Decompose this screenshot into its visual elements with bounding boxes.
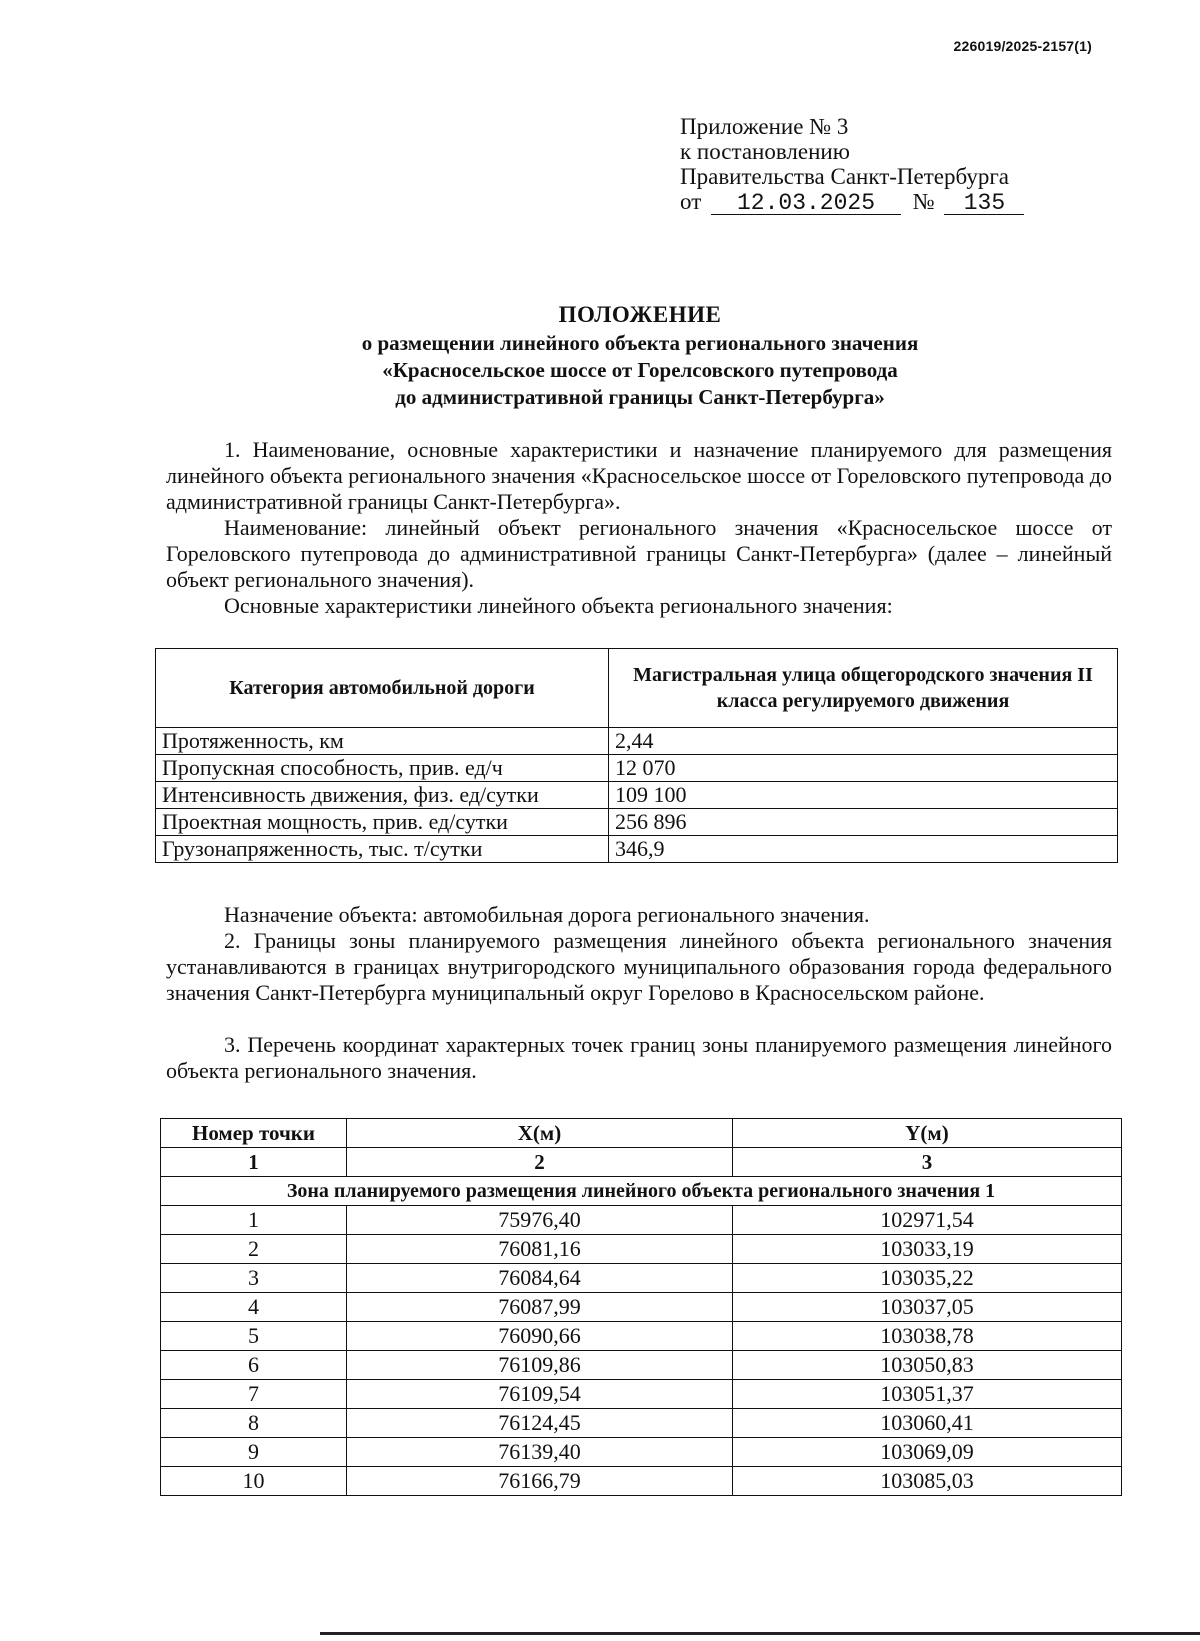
appendix-authority: Правительства Санкт-Петербурга — [680, 164, 1009, 189]
row-name: Протяженность, км — [156, 728, 609, 755]
date-prefix: от — [680, 189, 702, 214]
paragraph-purpose: Назначение объекта: автомобильная дорога регионального значения. — [224, 902, 870, 927]
decree-date: 12.03.2025 — [711, 192, 901, 215]
point-number: 9 — [161, 1438, 347, 1467]
row-value: 12 070 — [609, 755, 1118, 782]
header-x: X(м) — [347, 1119, 733, 1148]
table-row — [161, 1206, 1122, 1235]
title-sub-3: до административной границы Санкт-Петербурга» — [395, 385, 885, 409]
point-x: 75976,40 — [347, 1206, 733, 1235]
zone-row — [161, 1177, 1122, 1206]
table-row — [156, 809, 1118, 836]
paragraph-1: 1. Наименование, основные характеристики и назначение планируемого для размещения линейного объекта регионального значения «Красносельское шоссе от Гореловского путепровода до административной границы Санкт-Петербурга». — [166, 437, 1112, 514]
coords-column-numbers-row — [161, 1148, 1122, 1177]
coords-header-row — [161, 1119, 1122, 1148]
table-row — [161, 1264, 1122, 1293]
document-registration-number: 226019/2025-2157(1) — [953, 38, 1092, 54]
row-value: 256 896 — [609, 809, 1118, 836]
number-label: № — [912, 189, 935, 214]
point-number: 2 — [161, 1235, 347, 1264]
header-road-category: Категория автомобильной дороги — [156, 649, 609, 728]
header-road-class: Магистральная улица общегородского значения II класса регулируемого движения — [609, 649, 1118, 728]
table-row — [161, 1380, 1122, 1409]
column-number: 3 — [733, 1148, 1122, 1177]
header-y: Y(м) — [733, 1119, 1122, 1148]
appendix-ref: к постановлению — [680, 139, 850, 164]
table-row — [156, 782, 1118, 809]
point-x: 76124,45 — [347, 1409, 733, 1438]
title-sub-1: о размещении линейного объекта регионального значения — [361, 331, 919, 355]
table-row — [161, 1322, 1122, 1351]
appendix-date-line — [680, 189, 1024, 215]
paragraph-3-coordinates: 3. Перечень координат характерных точек границ зоны планируемого размещения линейного объекта регионального значения. — [166, 1032, 1112, 1083]
point-y: 102971,54 — [733, 1206, 1122, 1235]
point-y: 103037,05 — [733, 1293, 1122, 1322]
row-name: Интенсивность движения, физ. ед/сутки — [156, 782, 609, 809]
title-main: ПОЛОЖЕНИЕ — [558, 302, 722, 327]
row-name: Проектная мощность, прив. ед/сутки — [156, 809, 609, 836]
header-point-number: Номер точки — [161, 1119, 347, 1148]
zone-title: Зона планируемого размещения линейного объекта регионального значения 1 — [161, 1177, 1122, 1206]
table-row — [156, 836, 1118, 863]
table-row — [156, 755, 1118, 782]
point-y: 103035,22 — [733, 1264, 1122, 1293]
point-number: 7 — [161, 1380, 347, 1409]
table-row — [161, 1235, 1122, 1264]
row-name: Пропускная способность, прив. ед/ч — [156, 755, 609, 782]
point-x: 76139,40 — [347, 1438, 733, 1467]
column-number: 1 — [161, 1148, 347, 1177]
table-header-row — [156, 649, 1118, 728]
table-row — [161, 1409, 1122, 1438]
paragraph-3: Основные характеристики линейного объекта регионального значения: — [224, 593, 893, 618]
row-value: 346,9 — [609, 836, 1118, 863]
table-row — [161, 1438, 1122, 1467]
appendix-title: Приложение № 3 — [680, 114, 849, 139]
point-x: 76087,99 — [347, 1293, 733, 1322]
characteristics-table — [155, 648, 1118, 863]
row-value: 2,44 — [609, 728, 1118, 755]
point-y: 103069,09 — [733, 1438, 1122, 1467]
point-y: 103050,83 — [733, 1351, 1122, 1380]
point-x: 76109,86 — [347, 1351, 733, 1380]
point-number: 10 — [161, 1467, 347, 1496]
point-number: 3 — [161, 1264, 347, 1293]
point-number: 5 — [161, 1322, 347, 1351]
title-sub-2: «Красносельское шоссе от Горелсовского путепровода — [382, 358, 898, 382]
scan-edge-line — [320, 1632, 1200, 1635]
point-x: 76109,54 — [347, 1380, 733, 1409]
point-y: 103060,41 — [733, 1409, 1122, 1438]
point-x: 76081,16 — [347, 1235, 733, 1264]
point-y: 103085,03 — [733, 1467, 1122, 1496]
document-title — [160, 300, 1120, 411]
point-x: 76166,79 — [347, 1467, 733, 1496]
point-number: 1 — [161, 1206, 347, 1235]
row-name: Грузонапряженность, тыс. т/сутки — [156, 836, 609, 863]
paragraph-2: Наименование: линейный объект регионального значения «Красносельское шоссе от Гореловского путепровода до административной границы Санкт-Петербурга» (далее – линейный объект регионального значения). — [166, 515, 1112, 592]
point-number: 6 — [161, 1351, 347, 1380]
table-row — [161, 1293, 1122, 1322]
point-y: 103033,19 — [733, 1235, 1122, 1264]
point-number: 4 — [161, 1293, 347, 1322]
table-row — [161, 1351, 1122, 1380]
point-number: 8 — [161, 1409, 347, 1438]
coordinates-table — [160, 1118, 1122, 1496]
point-x: 76084,64 — [347, 1264, 733, 1293]
paragraph-2-boundaries: 2. Границы зоны планируемого размещения линейного объекта регионального значения устанавливаются в границах внутригородского муниципального образования города федерального значения Санкт-Петербурга муниципальный округ Горелово в Красносельском районе. — [166, 928, 1112, 1005]
column-number: 2 — [347, 1148, 733, 1177]
point-y: 103051,37 — [733, 1380, 1122, 1409]
table-row — [161, 1467, 1122, 1496]
point-y: 103038,78 — [733, 1322, 1122, 1351]
table-row — [156, 728, 1118, 755]
point-x: 76090,66 — [347, 1322, 733, 1351]
decree-number: 135 — [944, 192, 1024, 215]
appendix-header — [680, 114, 1024, 215]
row-value: 109 100 — [609, 782, 1118, 809]
